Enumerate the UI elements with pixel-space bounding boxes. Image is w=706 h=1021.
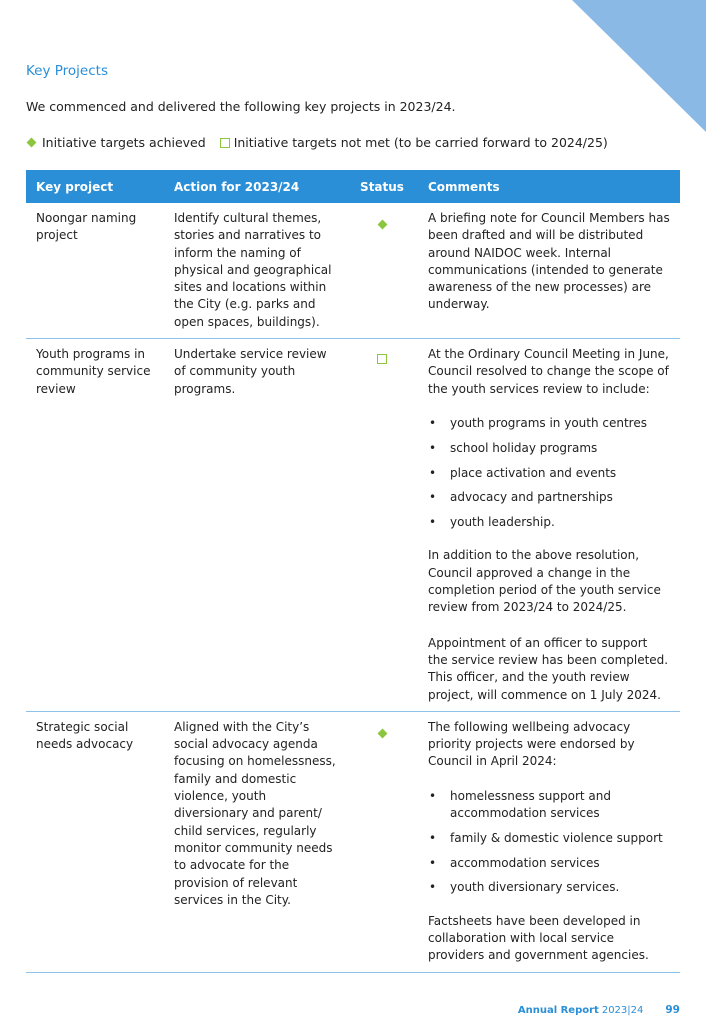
section-heading: Key Projects	[26, 63, 108, 79]
status-cell	[346, 203, 418, 339]
legend-achieved-label: Initiative targets achieved	[42, 135, 206, 150]
comment-paragraph: At the Ordinary Council Meeting in June, Council resolved to change the scope of the youth services review to include:	[428, 347, 669, 396]
action-cell: Aligned with the City’s social advocacy agenda focusing on homelessness, family and domestic violence, youth diversionary and parent/ child services, regularly monitor community needs to advocate for the provision of relevant services in the City.	[164, 711, 346, 972]
bullet-list	[428, 788, 670, 897]
key-projects-table	[26, 170, 680, 973]
list-item: • youth programs in youth centres	[428, 415, 670, 432]
list-item: • place activation and events	[428, 465, 670, 482]
table-row	[26, 203, 680, 339]
header-key-project: Key project	[26, 170, 164, 203]
project-cell: Noongar naming project	[26, 203, 164, 339]
footer-title: Annual Report	[517, 1005, 599, 1016]
header-comments: Comments	[418, 170, 680, 203]
legend-not-met-label: Initiative targets not met (to be carried forward to 2024/25)	[233, 135, 608, 150]
action-cell: Undertake service review of community youth programs.	[164, 339, 346, 712]
comments-cell	[418, 711, 680, 972]
list-item: • homelessness support and accommodation services	[428, 788, 670, 823]
status-cell	[346, 711, 418, 972]
comments-cell	[418, 203, 680, 339]
header-status: Status	[346, 170, 418, 203]
not-met-square-icon	[220, 138, 230, 148]
table-header-row	[26, 170, 680, 203]
corner-triangle-decoration	[572, 0, 706, 132]
intro-text: We commenced and delivered the following key projects in 2023/24.	[26, 99, 456, 114]
comments-cell	[418, 339, 680, 712]
list-item: • youth leadership.	[428, 514, 670, 531]
page-footer	[518, 1004, 680, 1016]
achieved-diamond-icon	[27, 138, 37, 148]
comment-paragraph: The following wellbeing advocacy priority projects were endorsed by Council in April 2024:	[428, 719, 635, 769]
comment-paragraph: Appointment of an officer to support the service review has been completed. This officer, and the youth review project, will commence on 1 July 2024.	[428, 635, 669, 702]
page-number: 99	[665, 1004, 680, 1016]
comment-paragraph: A briefing note for Council Members has been drafted and will be distributed around NAIDOC week. Internal communications (intended to generate awareness of the new processes) are underway.	[428, 211, 670, 312]
table-row	[26, 711, 680, 972]
bullet-list	[428, 415, 670, 531]
achieved-diamond-icon	[377, 220, 387, 230]
list-item: • youth diversionary services.	[428, 879, 670, 896]
comment-paragraph: Factsheets have been developed in collaboration with local service providers and government agencies.	[428, 913, 649, 963]
status-legend	[26, 135, 608, 150]
list-item: • advocacy and partnerships	[428, 489, 670, 506]
footer-year: 2023|24	[601, 1005, 644, 1016]
list-item: • accommodation services	[428, 855, 670, 872]
project-cell: Strategic social needs advocacy	[26, 711, 164, 972]
header-action: Action for 2023/24	[164, 170, 346, 203]
list-item: • family & domestic violence support	[428, 830, 670, 847]
action-cell: Identify cultural themes, stories and narratives to inform the naming of physical and geographical sites and locations within the City (e.g. parks and open spaces, buildings).	[164, 203, 346, 339]
project-cell: Youth programs in community service review	[26, 339, 164, 712]
status-cell	[346, 339, 418, 712]
not-met-square-icon	[377, 354, 387, 364]
comment-paragraph: In addition to the above resolution, Council approved a change in the completion period of the youth service review from 2023/24 to 2024/25.	[428, 548, 661, 615]
table-row	[26, 339, 680, 712]
list-item: • school holiday programs	[428, 440, 670, 457]
achieved-diamond-icon	[377, 728, 387, 738]
